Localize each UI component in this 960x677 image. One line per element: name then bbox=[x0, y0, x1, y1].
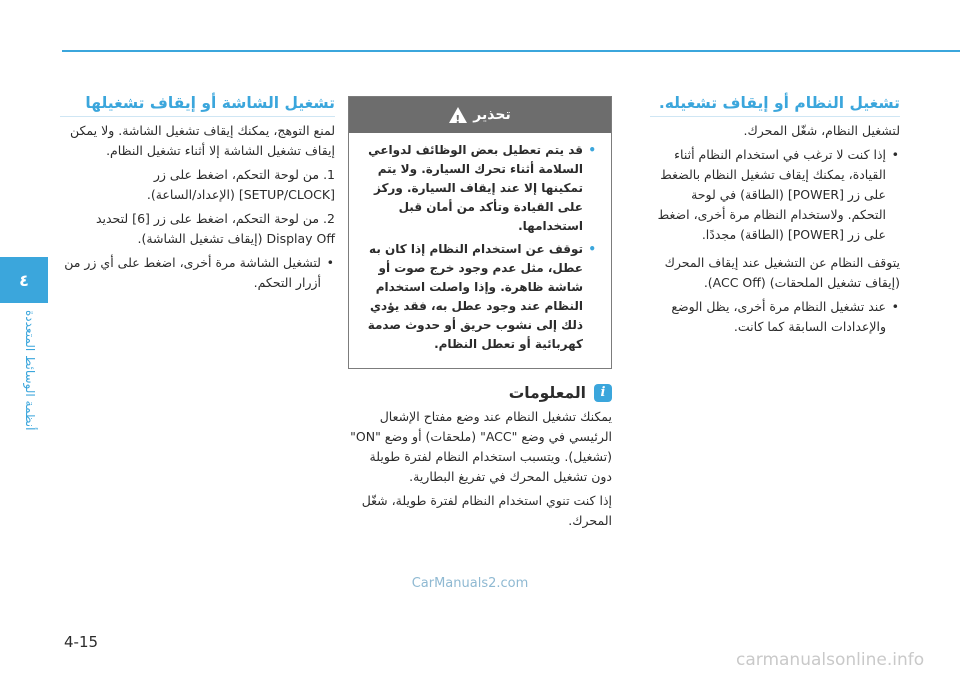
side-rail bbox=[0, 0, 56, 677]
info-title: المعلومات bbox=[508, 384, 586, 402]
page-number: 4-15 bbox=[64, 633, 99, 651]
section-title-screen: تشغيل الشاشة أو إيقاف تشغيلها bbox=[60, 92, 335, 117]
section-warning-info bbox=[348, 96, 612, 535]
power-bullet-2: • عند تشغيل النظام مرة أخرى، يظل الوضع والإعدادات السابقة كما كانت. bbox=[650, 297, 886, 337]
power-bullet-1: • إذا كنت لا ترغب في استخدام النظام أثناء القيادة، يمكنك إيقاف تشغيل النظام بالضغط على زر [POWER] (الطاقة) في لوحة التحكم. ولاستخدام النظام مرة أخرى، اضغط على زر [POWER] (الطاقة) مجددًا. bbox=[650, 145, 886, 245]
info-body-1: يمكنك تشغيل النظام عند وضع مفتاح الإشعال الرئيسي في وضع "ACC" (ملحقات) أو وضع "ON" (تشغيل). ويتسبب استخدام النظام لفترة طويلة دون تشغيل المحرك في تفريغ البطارية. bbox=[350, 409, 612, 484]
watermark: CarManuals2.com bbox=[411, 576, 529, 591]
power-list-2 bbox=[650, 297, 900, 337]
section-screen bbox=[60, 92, 335, 297]
warning-title: تحذير bbox=[473, 107, 511, 123]
warning-item-1: • قد يتم تعطيل بعض الوظائف لدواعي السلامة أثناء تحرك السيارة. ولا يتم تمكينها إلا عند إيقاف السيارة. وركز على القيادة وتأكد من أمان قبل استخدامها. bbox=[359, 141, 583, 236]
warning-item-2: • توقف عن استخدام النظام إذا كان به عطل، مثل عدم وجود خرج صوت أو شاشة ظاهرة. وإذا واصلت استخدام النظام عند وجود عطل به، فقد يؤدي ذلك إلى نشوب حريق أو حدوث صدمة كهربائية أو تعطل النظام. bbox=[359, 240, 583, 354]
info-body-2: إذا كنت تنوي استخدام النظام لفترة طويلة، شغّل المحرك. bbox=[361, 493, 612, 528]
power-intro: لتشغيل النظام، شغّل المحرك. bbox=[743, 123, 900, 138]
warning-body bbox=[349, 133, 611, 368]
chapter-tab: ٤ bbox=[0, 257, 48, 303]
screen-step-2: 2. من لوحة التحكم، اضغط على زر [6] لتحديد Display Off (إيقاف تشغيل الشاشة). bbox=[95, 211, 335, 246]
top-rule bbox=[62, 50, 960, 52]
chapter-title: أنظمة الوسائط المتعددة bbox=[23, 310, 37, 431]
section-power bbox=[650, 92, 900, 341]
footer-site: carmanualsonline.info bbox=[736, 650, 925, 670]
power-list bbox=[650, 145, 900, 245]
screen-step-1: 1. من لوحة التحكم، اضغط على زر [SETUP/CLOCK] (الإعداد/الساعة). bbox=[146, 167, 335, 202]
warning-triangle-icon bbox=[449, 107, 467, 123]
power-acc-off: يتوقف النظام عن التشغيل عند إيقاف المحرك (إيقاف تشغيل الملحقات) (ACC Off). bbox=[664, 255, 900, 290]
screen-bullet: • لتشغيل الشاشة مرة أخرى، اضغط على أي زر من أزرار التحكم. bbox=[60, 253, 321, 293]
screen-intro: لمنع التوهج، يمكنك إيقاف تشغيل الشاشة. ولا يمكن إيقاف تشغيل الشاشة إلا أثناء تشغيل النظام. bbox=[69, 123, 335, 158]
warning-box bbox=[348, 96, 612, 369]
info-icon: i bbox=[594, 384, 612, 402]
section-title-power: تشغيل النظام أو إيقاف تشغيله. bbox=[650, 92, 900, 117]
warning-list bbox=[359, 141, 597, 354]
screen-list bbox=[60, 253, 335, 293]
warning-header bbox=[349, 97, 611, 133]
info-heading bbox=[348, 383, 612, 403]
